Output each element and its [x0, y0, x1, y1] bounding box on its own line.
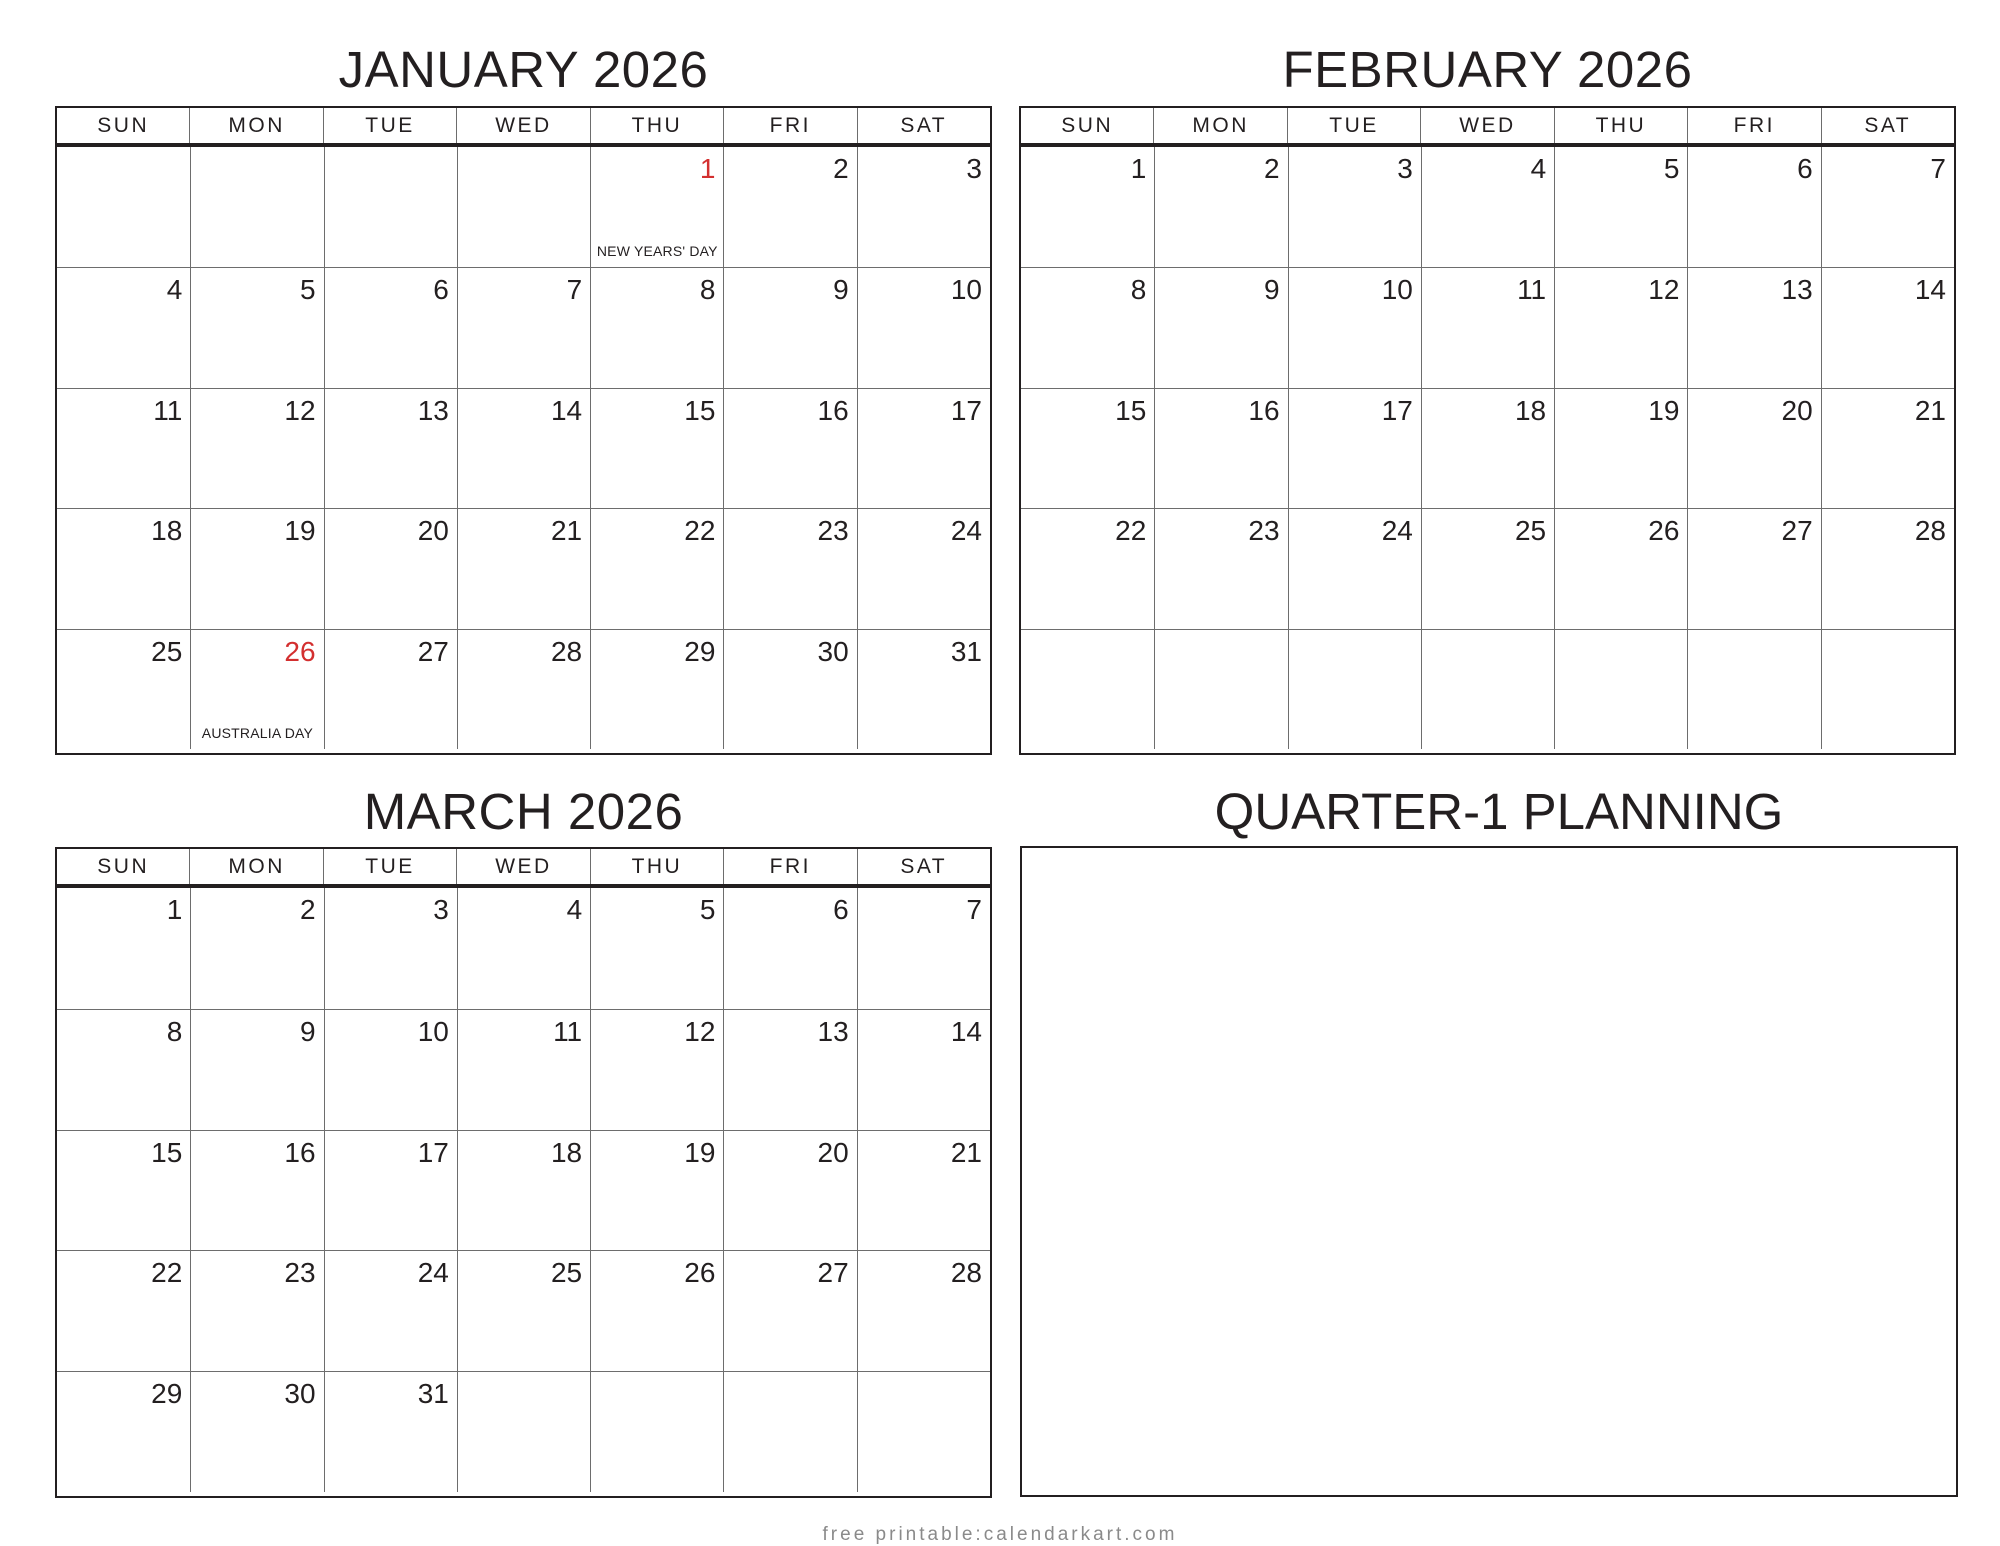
day-cell[interactable] [723, 629, 856, 749]
weekday-label: THU [590, 849, 723, 884]
day-cell[interactable] [1288, 508, 1421, 628]
day-grid [57, 888, 990, 1492]
day-cell[interactable] [1288, 267, 1421, 387]
day-cell[interactable] [457, 629, 590, 749]
day-number: 18 [550, 1136, 583, 1168]
holiday-label: AUSTRALIA DAY [201, 725, 314, 741]
day-cell[interactable] [857, 888, 990, 1009]
day-number: 6 [833, 894, 849, 925]
day-number: 2 [1263, 153, 1280, 184]
day-cell[interactable] [857, 267, 990, 387]
day-number: 27 [1781, 515, 1813, 547]
empty-day-cell [1554, 629, 1687, 749]
day-number: 16 [817, 394, 849, 426]
weekday-label: WED [456, 849, 589, 884]
day-cell[interactable] [457, 388, 590, 508]
day-cell[interactable] [1421, 388, 1554, 508]
day-number: 2 [299, 894, 316, 925]
month-february [1019, 40, 1956, 755]
day-number: 4 [1530, 153, 1547, 184]
day-number: 21 [550, 515, 583, 547]
day-number: 6 [1797, 153, 1813, 184]
planning-notes-area[interactable] [1020, 846, 1958, 1497]
day-cell[interactable] [57, 1130, 190, 1251]
day-cell[interactable] [57, 1009, 190, 1130]
weekday-label: SAT [1821, 108, 1954, 143]
day-number: 8 [699, 274, 716, 306]
day-number: 6 [433, 274, 449, 306]
day-number: 30 [284, 1378, 316, 1410]
day-number: 13 [417, 394, 449, 426]
day-number: 11 [1517, 274, 1547, 306]
weekday-label: SUN [97, 114, 150, 137]
weekday-header [1021, 108, 1954, 147]
empty-day-cell [1821, 629, 1954, 749]
day-number: 30 [817, 635, 849, 667]
day-number: 8 [1130, 274, 1147, 306]
day-number: 29 [684, 635, 716, 667]
day-cell[interactable] [723, 1009, 856, 1130]
day-number: 17 [950, 394, 982, 426]
month-title: FEBRUARY 2026 [1282, 41, 1693, 98]
day-number: 7 [966, 894, 982, 925]
empty-day-cell [857, 1371, 990, 1492]
day-cell[interactable] [57, 888, 190, 1009]
day-cell[interactable] [1821, 388, 1954, 508]
day-number: 20 [817, 1136, 849, 1168]
day-number: 20 [1781, 394, 1813, 426]
day-number: 17 [417, 1136, 449, 1168]
day-cell[interactable] [1288, 147, 1421, 267]
day-cell[interactable] [1687, 508, 1820, 628]
footer-credit: free printable:calendarkart.com [822, 1524, 1178, 1545]
month-january [55, 40, 992, 755]
day-number: 20 [417, 515, 449, 547]
weekday-label: SAT [857, 108, 990, 143]
weekday-label: TUE [323, 849, 456, 884]
day-number: 3 [1397, 153, 1413, 184]
day-cell[interactable] [857, 388, 990, 508]
day-cell[interactable] [1821, 147, 1954, 267]
day-cell[interactable] [1821, 508, 1954, 628]
day-cell[interactable] [590, 1250, 723, 1371]
holiday-label: NEW YEARS' DAY [596, 243, 718, 260]
day-cell[interactable] [857, 147, 990, 267]
day-cell[interactable] [1554, 267, 1687, 387]
day-number: 18 [151, 515, 183, 547]
day-cell[interactable] [590, 888, 723, 1009]
month-grid [1019, 106, 1956, 755]
weekday-label: FRI [1687, 108, 1820, 143]
day-number: 4 [566, 894, 583, 925]
day-number: 31 [950, 635, 982, 667]
day-cell[interactable] [190, 1130, 323, 1251]
empty-day-cell [590, 1371, 723, 1492]
day-cell[interactable] [723, 388, 856, 508]
month-march [55, 782, 992, 1498]
day-number: 22 [151, 1257, 183, 1289]
day-cell[interactable] [457, 1250, 590, 1371]
weekday-label: THU [1554, 108, 1687, 143]
day-number: 25 [550, 1257, 583, 1289]
month-title: MARCH 2026 [363, 783, 684, 840]
day-number: 26 [284, 635, 316, 667]
day-number: 12 [1648, 274, 1680, 306]
weekday-label: TUE [323, 108, 456, 143]
day-cell[interactable] [1154, 267, 1287, 387]
weekday-label: FRI [723, 849, 856, 884]
day-number: 28 [550, 635, 583, 667]
day-number: 28 [950, 1257, 982, 1289]
day-number: 23 [284, 1257, 316, 1289]
day-cell[interactable] [857, 1130, 990, 1251]
day-cell[interactable] [1021, 147, 1154, 267]
day-number: 9 [299, 1015, 316, 1047]
day-cell[interactable] [857, 629, 990, 749]
day-cell[interactable] [723, 1130, 856, 1251]
day-number: 21 [950, 1136, 982, 1168]
day-number: 18 [1514, 394, 1547, 426]
day-number: 15 [1115, 394, 1147, 426]
day-number: 10 [417, 1015, 449, 1047]
day-cell[interactable] [190, 1371, 323, 1492]
day-cell[interactable] [590, 1009, 723, 1130]
day-cell[interactable] [57, 267, 190, 387]
month-grid [55, 847, 992, 1498]
day-grid [57, 147, 990, 749]
day-cell[interactable] [590, 629, 723, 749]
day-cell[interactable] [324, 388, 457, 508]
day-cell[interactable] [1154, 508, 1287, 628]
day-number: 23 [817, 515, 849, 547]
day-cell[interactable] [723, 267, 856, 387]
day-cell[interactable] [1687, 388, 1820, 508]
empty-day-cell [1154, 629, 1287, 749]
day-cell[interactable] [1021, 508, 1154, 628]
day-cell[interactable] [1554, 147, 1687, 267]
day-number: 24 [950, 515, 982, 547]
day-cell[interactable] [190, 1009, 323, 1130]
weekday-label: MON [189, 108, 322, 143]
day-number: 3 [966, 153, 982, 184]
day-number: 26 [684, 1257, 716, 1289]
planning-title: QUARTER-1 PLANNING [1214, 783, 1784, 840]
day-cell[interactable] [457, 1009, 590, 1130]
day-number: 28 [1914, 515, 1946, 547]
day-number: 16 [284, 1136, 316, 1168]
empty-day-cell [1421, 629, 1554, 749]
day-number: 11 [553, 1015, 583, 1047]
day-cell[interactable] [1421, 267, 1554, 387]
weekday-label: MON [189, 849, 322, 884]
day-cell[interactable] [857, 508, 990, 628]
month-title: JANUARY 2026 [338, 41, 709, 98]
day-cell[interactable] [590, 147, 723, 267]
day-cell[interactable] [723, 888, 856, 1009]
day-cell[interactable] [1154, 388, 1287, 508]
day-number: 22 [1115, 515, 1147, 547]
weekday-label: SUN [1061, 114, 1114, 137]
day-cell[interactable] [57, 1371, 190, 1492]
day-number: 16 [1248, 394, 1280, 426]
empty-day-cell [57, 147, 190, 267]
day-cell[interactable] [1288, 388, 1421, 508]
day-cell[interactable] [457, 267, 590, 387]
empty-day-cell [723, 1371, 856, 1492]
day-cell[interactable] [190, 508, 323, 628]
empty-day-cell [324, 147, 457, 267]
day-cell[interactable] [857, 1009, 990, 1130]
day-cell[interactable] [190, 629, 323, 749]
day-cell[interactable] [190, 888, 323, 1009]
day-cell[interactable] [1421, 147, 1554, 267]
day-cell[interactable] [324, 267, 457, 387]
day-number: 14 [950, 1015, 982, 1047]
empty-day-cell [1021, 629, 1154, 749]
day-cell[interactable] [1687, 147, 1820, 267]
day-number: 21 [1914, 394, 1946, 426]
day-number: 9 [1263, 274, 1280, 306]
day-number: 13 [817, 1015, 849, 1047]
day-cell[interactable] [57, 388, 190, 508]
day-number: 1 [166, 894, 183, 925]
weekday-header [57, 108, 990, 147]
day-cell[interactable] [590, 508, 723, 628]
day-number: 24 [1381, 515, 1413, 547]
day-number: 27 [417, 635, 449, 667]
day-grid [1021, 147, 1954, 749]
day-number: 10 [950, 274, 982, 306]
day-cell[interactable] [190, 267, 323, 387]
day-number: 12 [684, 1015, 716, 1047]
day-number: 26 [1648, 515, 1680, 547]
day-number: 5 [699, 894, 716, 925]
day-cell[interactable] [190, 388, 323, 508]
day-cell[interactable] [723, 508, 856, 628]
day-cell[interactable] [1687, 267, 1820, 387]
weekday-label: THU [590, 108, 723, 143]
weekday-label: WED [1420, 108, 1553, 143]
day-number: 25 [151, 635, 183, 667]
day-number: 1 [699, 153, 716, 184]
day-number: 31 [417, 1378, 449, 1410]
day-cell[interactable] [590, 267, 723, 387]
weekday-label: TUE [1287, 108, 1420, 143]
day-cell[interactable] [723, 147, 856, 267]
day-cell[interactable] [1154, 147, 1287, 267]
day-cell[interactable] [457, 508, 590, 628]
day-number: 19 [684, 1136, 716, 1168]
day-number: 4 [166, 274, 183, 306]
day-number: 5 [1663, 153, 1680, 184]
day-number: 22 [684, 515, 716, 547]
day-number: 15 [684, 394, 716, 426]
day-number: 2 [833, 153, 849, 184]
day-number: 13 [1781, 274, 1813, 306]
weekday-label: MON [1153, 108, 1286, 143]
day-number: 27 [817, 1257, 849, 1289]
day-cell[interactable] [57, 629, 190, 749]
weekday-label: FRI [723, 108, 856, 143]
day-number: 3 [433, 894, 449, 925]
day-cell[interactable] [457, 888, 590, 1009]
day-number: 1 [1130, 153, 1147, 184]
day-number: 14 [1914, 274, 1946, 306]
day-number: 15 [151, 1136, 183, 1168]
day-cell[interactable] [324, 1250, 457, 1371]
day-number: 19 [284, 515, 316, 547]
day-number: 17 [1381, 394, 1413, 426]
day-number: 7 [1930, 153, 1946, 184]
day-number: 29 [151, 1378, 183, 1410]
empty-day-cell [457, 1371, 590, 1492]
day-cell[interactable] [1021, 388, 1154, 508]
day-number: 7 [566, 274, 583, 306]
day-number: 8 [166, 1015, 183, 1047]
day-cell[interactable] [723, 1250, 856, 1371]
empty-day-cell [190, 147, 323, 267]
day-cell[interactable] [57, 1250, 190, 1371]
weekday-header [57, 849, 990, 888]
day-number: 9 [833, 274, 849, 306]
empty-day-cell [1288, 629, 1421, 749]
weekday-label: SUN [97, 855, 150, 878]
day-number: 19 [1648, 394, 1680, 426]
day-number: 23 [1248, 515, 1280, 547]
day-cell[interactable] [324, 1009, 457, 1130]
day-number: 25 [1514, 515, 1547, 547]
month-grid [55, 106, 992, 755]
day-cell[interactable] [57, 508, 190, 628]
day-cell[interactable] [1554, 508, 1687, 628]
day-cell[interactable] [190, 1250, 323, 1371]
empty-day-cell [1687, 629, 1820, 749]
day-number: 14 [550, 394, 583, 426]
weekday-label: SAT [857, 849, 990, 884]
day-number: 12 [284, 394, 316, 426]
weekday-label: WED [456, 108, 589, 143]
day-cell[interactable] [457, 1130, 590, 1251]
day-cell[interactable] [590, 388, 723, 508]
day-cell[interactable] [1421, 508, 1554, 628]
day-cell[interactable] [590, 1130, 723, 1251]
day-number: 24 [417, 1257, 449, 1289]
day-number: 11 [153, 394, 183, 426]
day-number: 5 [299, 274, 316, 306]
day-cell[interactable] [324, 508, 457, 628]
day-cell[interactable] [324, 888, 457, 1009]
day-cell[interactable] [857, 1250, 990, 1371]
day-cell[interactable] [324, 1130, 457, 1251]
day-cell[interactable] [324, 1371, 457, 1492]
day-number: 10 [1381, 274, 1413, 306]
empty-day-cell [457, 147, 590, 267]
day-cell[interactable] [324, 629, 457, 749]
day-cell[interactable] [1554, 388, 1687, 508]
day-cell[interactable] [1021, 267, 1154, 387]
day-cell[interactable] [1821, 267, 1954, 387]
